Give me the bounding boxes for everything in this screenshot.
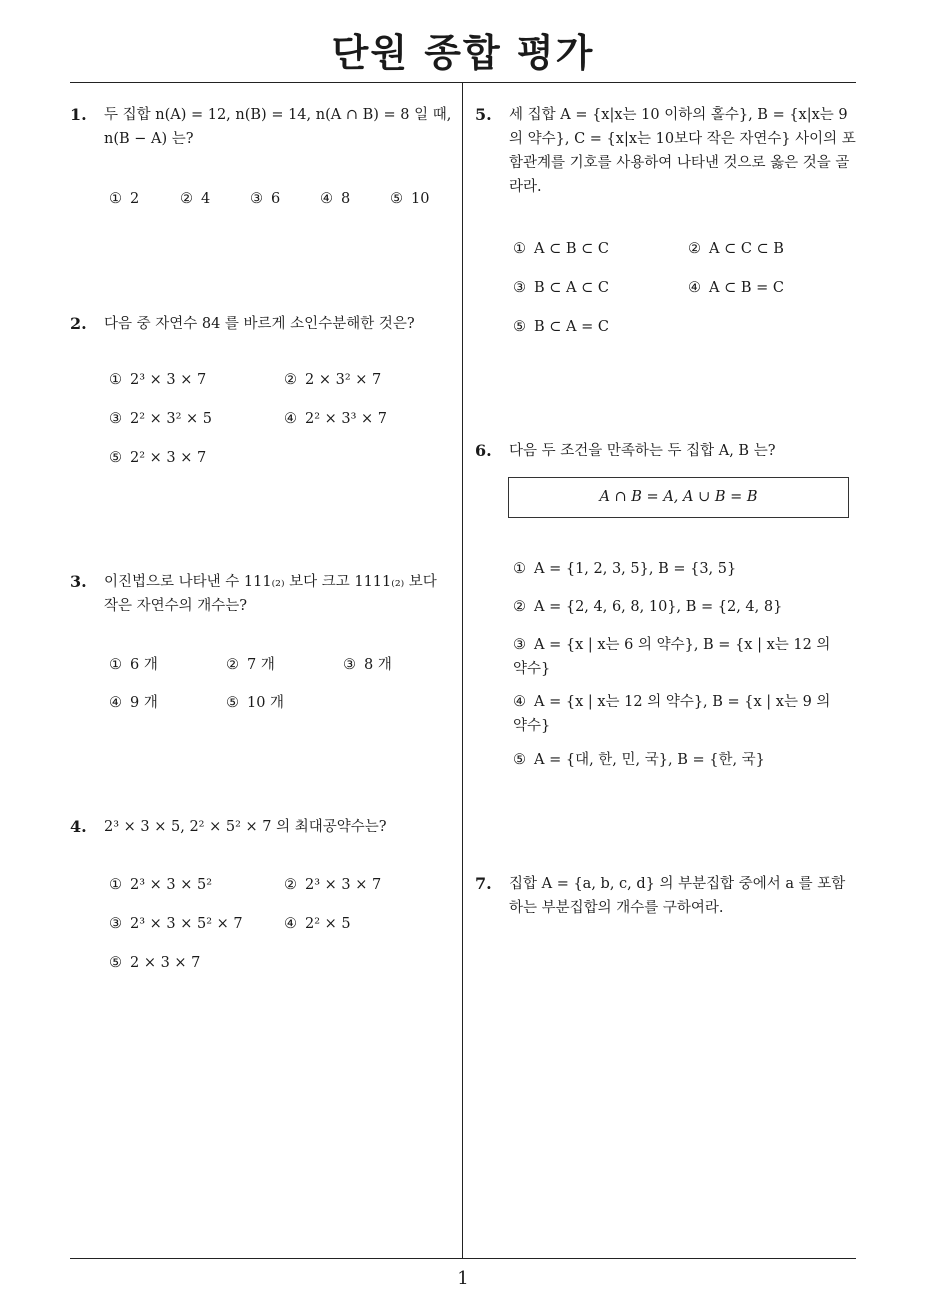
option-3-5[interactable]: ⑤ 10 개 bbox=[226, 695, 285, 711]
option-1-4[interactable]: ④ 8 bbox=[320, 191, 351, 207]
option-6-2[interactable]: ② A = {2, 4, 6, 8, 10}, B = {2, 4, 8} bbox=[513, 599, 783, 615]
option-3-1[interactable]: ① 6 개 bbox=[109, 657, 158, 673]
option-6-3[interactable]: ③ A = {x | x는 6 의 약수}, B = {x | x는 12 의 약수} bbox=[513, 637, 831, 677]
footer-rule bbox=[70, 1258, 856, 1259]
option-6-1[interactable]: ① A = {1, 2, 3, 5}, B = {3, 5} bbox=[513, 561, 737, 577]
option-4-4[interactable]: ④ 2² × 5 bbox=[284, 916, 351, 932]
question-text: 세 집합 A = {x|x는 10 이하의 홀수}, B = {x|x는 9의 약수}, C = {x|x는 10보다 작은 자연수} 사이의 포함관계를 기호를 사용하여 나타낸 것으로 옳은 것을 골라라. bbox=[509, 107, 856, 195]
option-1-1[interactable]: ① 2 bbox=[109, 191, 140, 207]
question-number: 2. bbox=[70, 314, 87, 333]
option-5-5[interactable]: ⑤ B ⊂ A = C bbox=[513, 319, 609, 335]
option-2-4[interactable]: ④ 2² × 3³ × 7 bbox=[284, 411, 388, 427]
option-1-2[interactable]: ② 4 bbox=[180, 191, 211, 207]
option-2-3[interactable]: ③ 2² × 3² × 5 bbox=[109, 411, 213, 427]
header-rule bbox=[70, 82, 856, 83]
question-number: 4. bbox=[70, 817, 87, 836]
option-1-3[interactable]: ③ 6 bbox=[250, 191, 281, 207]
option-5-4[interactable]: ④ A ⊂ B = C bbox=[688, 280, 784, 296]
option-4-5[interactable]: ⑤ 2 × 3 × 7 bbox=[109, 955, 201, 971]
option-4-2[interactable]: ② 2³ × 3 × 7 bbox=[284, 877, 382, 893]
condition-box: A ∩ B = A, A ∪ B = B bbox=[508, 477, 849, 518]
option-3-2[interactable]: ② 7 개 bbox=[226, 657, 275, 673]
column-divider bbox=[462, 83, 463, 1259]
option-5-2[interactable]: ② A ⊂ C ⊂ B bbox=[688, 241, 784, 257]
option-5-1[interactable]: ① A ⊂ B ⊂ C bbox=[513, 241, 609, 257]
option-1-5[interactable]: ⑤ 10 bbox=[390, 191, 430, 207]
question-text: 두 집합 n(A) = 12, n(B) = 14, n(A ∩ B) = 8 일 때, n(B − A) 는? bbox=[104, 107, 452, 147]
question-text: 집합 A = {a, b, c, d} 의 부분집합 중에서 a 를 포함하는 부분집합의 개수를 구하여라. bbox=[509, 876, 846, 916]
option-6-4[interactable]: ④ A = {x | x는 12 의 약수}, B = {x | x는 9 의 약수} bbox=[513, 694, 831, 734]
option-4-3[interactable]: ③ 2³ × 3 × 5² × 7 bbox=[109, 916, 243, 932]
option-2-1[interactable]: ① 2³ × 3 × 7 bbox=[109, 372, 207, 388]
option-3-4[interactable]: ④ 9 개 bbox=[109, 695, 158, 711]
option-2-2[interactable]: ② 2 × 3² × 7 bbox=[284, 372, 382, 388]
question-text: 다음 중 자연수 84 를 바르게 소인수분해한 것은? bbox=[104, 316, 415, 332]
question-number: 1. bbox=[70, 105, 87, 124]
question-text: 2³ × 3 × 5, 2² × 5² × 7 의 최대공약수는? bbox=[104, 819, 387, 835]
question-number: 3. bbox=[70, 572, 87, 591]
page-title: 단원 종합 평가 bbox=[331, 31, 595, 75]
question-text: 다음 두 조건을 만족하는 두 집합 A, B 는? bbox=[509, 443, 776, 459]
option-5-3[interactable]: ③ B ⊂ A ⊂ C bbox=[513, 280, 609, 296]
question-number: 5. bbox=[475, 105, 492, 124]
option-2-5[interactable]: ⑤ 2² × 3 × 7 bbox=[109, 450, 207, 466]
page-number: 1 bbox=[457, 1268, 469, 1289]
option-6-5[interactable]: ⑤ A = {대, 한, 민, 국}, B = {한, 국} bbox=[513, 752, 765, 768]
question-text: 이진법으로 나타낸 수 111₍₂₎ 보다 크고 1111₍₂₎ 보다 작은 자연수의 개수는? bbox=[104, 574, 437, 614]
question-number: 7. bbox=[475, 874, 492, 893]
option-4-1[interactable]: ① 2³ × 3 × 5² bbox=[109, 877, 213, 893]
option-3-3[interactable]: ③ 8 개 bbox=[343, 657, 392, 673]
question-number: 6. bbox=[475, 441, 492, 460]
